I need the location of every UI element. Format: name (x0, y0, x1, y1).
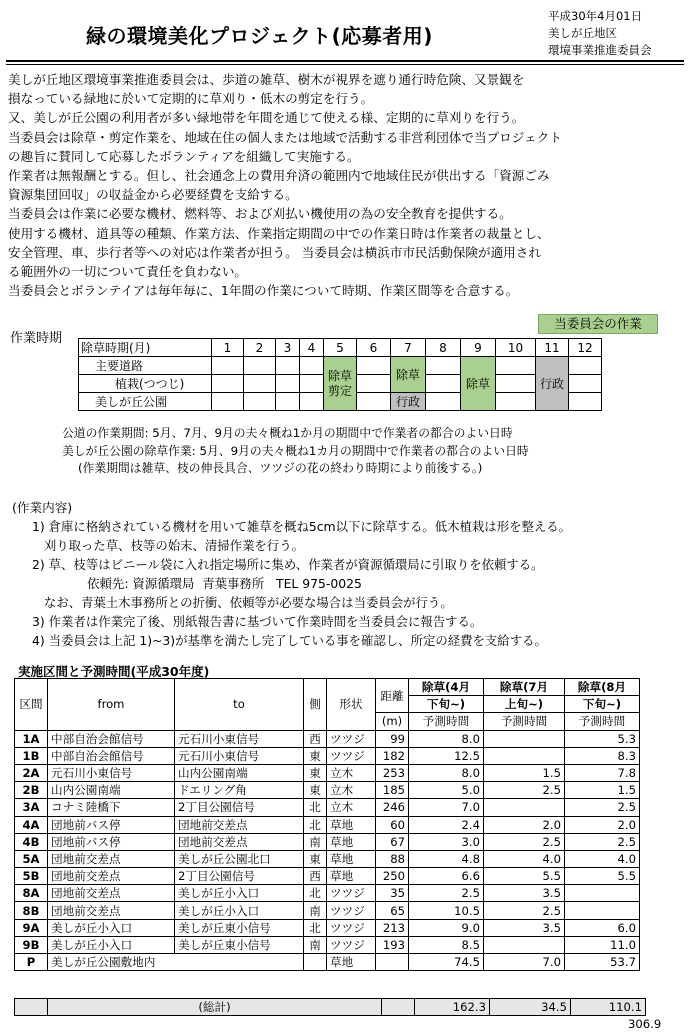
cell-to: ドエリング角 (175, 782, 304, 799)
schedule-header-label: 除草時期(月) (79, 339, 212, 357)
cell-to: 美しが丘小入口 (175, 885, 304, 902)
cell-to: 美しが丘東小信号 (175, 936, 304, 953)
cell-jul: 3.5 (484, 919, 565, 936)
organization-committee: 環境事業推進委員会 (548, 43, 652, 57)
cell-apr: 2.5 (409, 885, 484, 902)
cell-dist: 193 (376, 936, 409, 953)
schedule-table (78, 338, 602, 411)
intro-line: 安全管理、車、歩行者等への対応は作業者が担う。 当委員会は横浜市市民活動保険が適用され (8, 244, 541, 260)
cell-aug: 1.5 (565, 782, 640, 799)
header-side: 側 (304, 679, 327, 731)
cell-to: 団地前交差点 (175, 816, 304, 833)
cell-dist: 67 (376, 833, 409, 850)
cell-from: 中部自治会館信号 (48, 730, 175, 747)
total-label: (総計) (48, 999, 382, 1016)
work-item: 刈り取った草、枝等の始末、清掃作業を行う。 (32, 538, 305, 553)
cell-jul: 1.5 (484, 764, 565, 781)
cell-jul (484, 730, 565, 747)
schedule-cell-nov: 行政 (536, 357, 569, 411)
cell-side: 東 (304, 747, 327, 764)
cell-apr: 12.5 (409, 747, 484, 764)
cell-jul: 2.5 (484, 833, 565, 850)
cell-shape: 草地 (327, 850, 376, 867)
cell-side: 北 (304, 799, 327, 816)
cell-aug: 53.7 (565, 954, 640, 971)
cell-jul (484, 747, 565, 764)
committee-work-legend: 当委員会の作業 (538, 314, 658, 334)
cell-apr: 10.5 (409, 902, 484, 919)
cell-id: 1A (15, 730, 48, 747)
header-kukan: 区間 (15, 679, 48, 731)
cell-to: 団地前交差点 (175, 833, 304, 850)
cell-jul: 5.5 (484, 868, 565, 885)
month-header: 6 (357, 339, 391, 357)
cell-side: 西 (304, 868, 327, 885)
cell-apr: 5.0 (409, 782, 484, 799)
header-rule (6, 60, 684, 62)
cell-jul: 3.5 (484, 885, 565, 902)
cell-id: 4A (15, 816, 48, 833)
header-unit: (m) (376, 713, 409, 730)
cell-jul (484, 936, 565, 953)
grand-total: 306.9 (628, 1017, 662, 1031)
intro-line: 作業者は無報酬とする。但し、社会通念上の費用弁済の範囲内で地域住民が供出する「資源ごみ (8, 168, 550, 184)
cell-from: 団地前交差点 (48, 885, 175, 902)
cell-shape: 草地 (327, 833, 376, 850)
header-from: from (48, 679, 175, 731)
cell-dist: 65 (376, 902, 409, 919)
cell-from: 団地前バス停 (48, 816, 175, 833)
schedule-note: (作業期間は雑草、枝の伸長具合、ツツジの花の終わり時期により前後する。) (78, 461, 483, 475)
cell-aug (565, 902, 640, 919)
schedule-row-label: 主要道路 (79, 357, 212, 375)
cell-dist: 246 (376, 799, 409, 816)
work-heading: (作業内容) (12, 500, 73, 515)
cell-apr: 2.4 (409, 816, 484, 833)
cell-id: 9A (15, 919, 48, 936)
cell-side: 北 (304, 919, 327, 936)
cell-shape: ツツジ (327, 730, 376, 747)
schedule-cell-sep: 除草 (461, 357, 496, 411)
cell-from: 団地前バス停 (48, 833, 175, 850)
cell-aug: 2.0 (565, 816, 640, 833)
table-row (15, 799, 640, 816)
cell-jul: 2.0 (484, 816, 565, 833)
cell-aug: 2.5 (565, 833, 640, 850)
cell-dist: 35 (376, 885, 409, 902)
cell-dist: 253 (376, 764, 409, 781)
cell-shape: 立木 (327, 799, 376, 816)
intro-line: 又、美しが丘公園の利用者が多い緑地帯を年間を通じて使える様、定期的に草刈りを行う。 (8, 110, 525, 126)
cell-apr: 4.8 (409, 850, 484, 867)
table-row (15, 833, 640, 850)
table-row (15, 816, 640, 833)
cell-shape: 草地 (327, 816, 376, 833)
month-header: 9 (461, 339, 496, 357)
cell-id: 3A (15, 799, 48, 816)
cell-id: 2A (15, 764, 48, 781)
schedule-header-row (79, 339, 602, 357)
cell-id: 1B (15, 747, 48, 764)
cell-apr: 6.6 (409, 868, 484, 885)
intro-line: 美しが丘地区環境事業推進委員会は、歩道の雑草、樹木が視界を遮り通行時危険、又景観を (8, 72, 525, 87)
month-header: 3 (276, 339, 300, 357)
cell-aug: 11.0 (565, 936, 640, 953)
month-header: 10 (496, 339, 536, 357)
cell-from: 美しが丘小入口 (48, 919, 175, 936)
cell-from: コナミ陸橋下 (48, 799, 175, 816)
schedule-row-main-road (79, 357, 602, 375)
cell-to: 美しが丘東小信号 (175, 919, 304, 936)
work-items (32, 517, 571, 650)
cell-apr: 7.0 (409, 799, 484, 816)
work-item: 4) 当委員会は上記 1)~3)が基準を満たし完了している事を確認し、所定の経費を支給する。 (32, 633, 547, 648)
cell-jul: 2.5 (484, 902, 565, 919)
cell-dist: 99 (376, 730, 409, 747)
sections-header-row (15, 679, 640, 696)
cell-aug: 6.0 (565, 919, 640, 936)
cell-from: 中部自治会館信号 (48, 747, 175, 764)
cell-from: 団地前交差点 (48, 868, 175, 885)
document-date: 平成30年4月01日 (548, 9, 643, 23)
header-jul: 除草(7月 (484, 679, 565, 696)
cell-from: 山内公園南端 (48, 782, 175, 799)
intro-line: 当委員会は作業に必要な機材、燃料等、および刈払い機使用の為の安全教育を提供する。 (8, 206, 512, 222)
table-row (15, 747, 640, 764)
sections-title: 実施区間と予測時間(平成30年度) (18, 664, 210, 679)
schedule-cell-jul: 除草 (391, 357, 426, 393)
cell-id: 9B (15, 936, 48, 953)
month-header: 12 (569, 339, 602, 357)
schedule-note: 公道の作業期間: 5月、7月、9月の夫々概ね1か月の期間中で作業者の都合のよい日時 (62, 426, 513, 440)
table-row (15, 902, 640, 919)
work-item: 3) 作業者は作業完了後、別紙報告書に基づいて作業時間を当委員会に報告する。 (32, 614, 483, 629)
cell-dist: 182 (376, 747, 409, 764)
month-header: 2 (244, 339, 276, 357)
cell-apr: 74.5 (409, 954, 484, 971)
cell-apr: 8.5 (409, 936, 484, 953)
cell-aug: 7.8 (565, 764, 640, 781)
cell-id: 8A (15, 885, 48, 902)
cell-side: 北 (304, 816, 327, 833)
cell-apr: 9.0 (409, 919, 484, 936)
header-pred: 予測時間 (484, 713, 565, 730)
header-aug: 除草(8月 (565, 679, 640, 696)
cell-shape: 草地 (327, 868, 376, 885)
cell-side: 西 (304, 730, 327, 747)
header-pred: 予測時間 (565, 713, 640, 730)
cell-to: 美しが丘公園北口 (175, 850, 304, 867)
cell-id: 4B (15, 833, 48, 850)
intro-text (8, 70, 688, 300)
cell-apr: 8.0 (409, 730, 484, 747)
header-apr2: 下旬~) (409, 696, 484, 713)
table-row (15, 730, 640, 747)
month-header: 8 (426, 339, 461, 357)
schedule-cell-may: 除草剪定 (324, 357, 357, 411)
cell-shape: 草地 (327, 954, 376, 971)
cell-dist: 60 (376, 816, 409, 833)
intro-line: の趣旨に賛同して応募したボランティアを組織して実施する。 (8, 148, 360, 164)
cell-from: 美しが丘小入口 (48, 936, 175, 953)
cell-dist: 250 (376, 868, 409, 885)
cell-side: 南 (304, 936, 327, 953)
intro-line: 使用する機材、道具等の種類、作業方法、作業指定期間の中での作業日時は作業者の裁量とし、 (8, 225, 550, 241)
header-jul2: 上旬~) (484, 696, 565, 713)
organization-area: 美しが丘地区 (548, 26, 617, 40)
schedule-label: 作業時期 (10, 331, 63, 346)
table-row (15, 936, 640, 953)
work-item: 2) 草、枝等はビニール袋に入れ指定場所に集め、作業者が資源循環局に引取りを依頼する。 (32, 557, 544, 572)
total-aug: 110.1 (571, 999, 646, 1016)
header-apr: 除草(4月 (409, 679, 484, 696)
cell-side: 東 (304, 782, 327, 799)
cell-jul (484, 799, 565, 816)
total-apr: 162.3 (415, 999, 490, 1016)
cell-to: 2丁目公園信号 (175, 868, 304, 885)
work-item: 1) 倉庫に格納されている機材を用いて雑草を概ね5cm以下に除草する。低木植栽は形を整える。 (32, 519, 572, 534)
intro-line: 当委員会は除草・剪定作業を、地域在住の個人または地域で活動する非営利団体で当プロジェクト (8, 129, 562, 145)
table-row (15, 954, 640, 971)
cell-dist (376, 954, 409, 971)
cell-apr: 8.0 (409, 764, 484, 781)
intro-line: 当委員会とボランテイアは毎年毎に、1年間の作業について時期、作業区間等を合意する。 (8, 283, 519, 299)
work-item: 依頼先: 資源循環局 青葉事務所 TEL 975-0025 (32, 576, 362, 591)
header-aug2: 下旬~) (565, 696, 640, 713)
total-table (14, 998, 646, 1016)
cell-dist: 88 (376, 850, 409, 867)
intro-line: 損なっている緑地に於いて定期的に草刈り・低木の剪定を行う。 (8, 91, 374, 107)
cell-id: 5B (15, 868, 48, 885)
cell-shape: 立木 (327, 764, 376, 781)
cell-shape: ツツジ (327, 902, 376, 919)
cell-aug: 8.3 (565, 747, 640, 764)
total-blank (382, 999, 415, 1016)
intro-line: る範囲外の一切について責任を負わない。 (8, 264, 248, 280)
total-jul: 34.5 (490, 999, 571, 1016)
table-row (15, 764, 640, 781)
month-header: 4 (300, 339, 324, 357)
cell-to: 2丁目公園信号 (175, 799, 304, 816)
month-header: 5 (324, 339, 357, 357)
header-to: to (175, 679, 304, 731)
cell-shape: ツツジ (327, 885, 376, 902)
cell-side: 東 (304, 850, 327, 867)
cell-from: 団地前交差点 (48, 850, 175, 867)
table-row (15, 885, 640, 902)
cell-aug: 5.5 (565, 868, 640, 885)
cell-side (304, 954, 327, 971)
month-header: 11 (536, 339, 569, 357)
cell-from: 元石川小東信号 (48, 764, 175, 781)
table-row (15, 850, 640, 867)
cell-side: 北 (304, 885, 327, 902)
cell-id: P (15, 954, 48, 971)
month-header: 7 (391, 339, 426, 357)
cell-to: 元石川小東信号 (175, 747, 304, 764)
total-row (15, 999, 646, 1016)
cell-aug: 2.5 (565, 799, 640, 816)
cell-aug: 4.0 (565, 850, 640, 867)
cell-jul: 7.0 (484, 954, 565, 971)
header-pred: 予測時間 (409, 713, 484, 730)
cell-from: 団地前交差点 (48, 902, 175, 919)
cell-id: 8B (15, 902, 48, 919)
cell-jul: 4.0 (484, 850, 565, 867)
table-row (15, 782, 640, 799)
header-rule-thin (6, 64, 684, 65)
cell-apr: 3.0 (409, 833, 484, 850)
page-title: 緑の環境美化プロジェクト(応募者用) (86, 24, 433, 48)
schedule-row-label: 植栽(つつじ) (79, 375, 212, 393)
intro-line: 資源集団回収」の収益金から必要経費を支給する。 (8, 187, 298, 203)
cell-aug (565, 885, 640, 902)
schedule-note: 美しが丘公園の除草作業: 5月、9月の夫々概ね1カ月の期間中で作業者の都合のよい日時 (62, 444, 529, 458)
document-meta (548, 8, 652, 59)
cell-shape: ツツジ (327, 747, 376, 764)
header-shape: 形状 (327, 679, 376, 731)
header-dist: 距離 (376, 679, 409, 713)
sections-body (15, 730, 640, 971)
cell-dist: 185 (376, 782, 409, 799)
schedule-cell-jul-admin: 行政 (391, 393, 426, 411)
cell-dist: 213 (376, 919, 409, 936)
cell-to: 山内公園南端 (175, 764, 304, 781)
cell-side: 南 (304, 902, 327, 919)
cell-side: 東 (304, 764, 327, 781)
cell-to: 美しが丘小入口 (175, 902, 304, 919)
month-header: 1 (212, 339, 244, 357)
table-row (15, 919, 640, 936)
cell-shape: ツツジ (327, 919, 376, 936)
cell-shape: ツツジ (327, 936, 376, 953)
cell-side: 南 (304, 833, 327, 850)
cell-id: 5A (15, 850, 48, 867)
cell-id: 2B (15, 782, 48, 799)
cell-shape: 立木 (327, 782, 376, 799)
schedule-row-label: 美しが丘公園 (79, 393, 212, 411)
total-blank (15, 999, 48, 1016)
sections-table (14, 678, 640, 971)
cell-to: 元石川小東信号 (175, 730, 304, 747)
work-item: なお、青葉土木事務所との折衝、依頼等が必要な場合は当委員会が行う。 (32, 595, 453, 610)
table-row (15, 868, 640, 885)
cell-jul: 2.5 (484, 782, 565, 799)
cell-from: 美しが丘公園敷地内 (48, 954, 304, 971)
cell-aug: 5.3 (565, 730, 640, 747)
